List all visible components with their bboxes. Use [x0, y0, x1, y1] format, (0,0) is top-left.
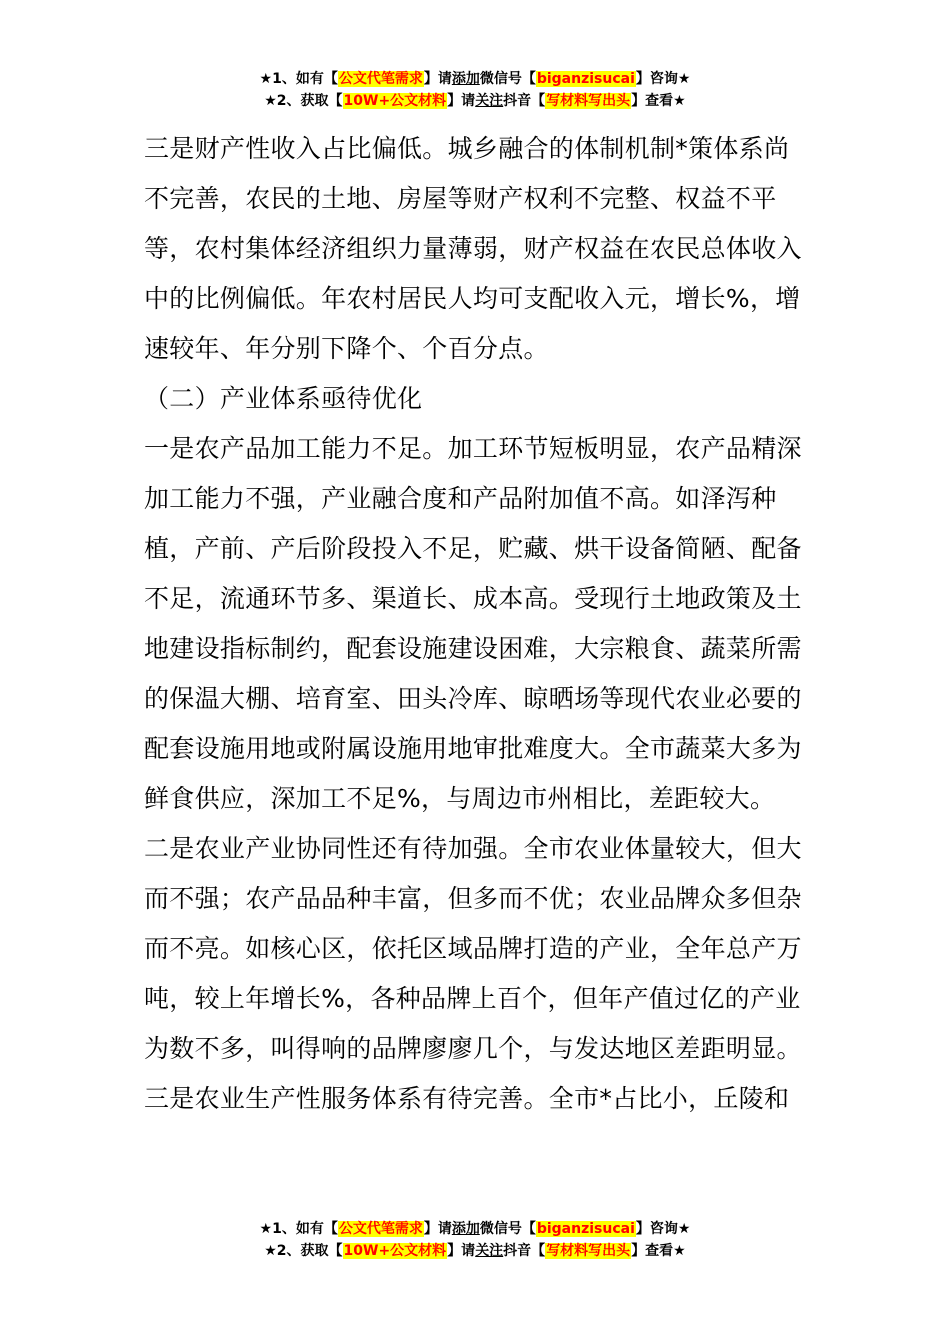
paragraph: 二是农业产业协同性还有待加强。全市农业体量较大，但大而不强；农产品品种丰富，但多而不优；农业品牌众多但杂而不亮。如核心区，依托区域品牌打造的产业，全年总产万吨，较上年增长%，各种品牌上百个，但年产值过亿的产业为数不多，叫得响的品牌廖廖几个，与发达地区差距明显。 — [144, 834, 802, 1063]
banner-highlight: 公文代笔需求 — [338, 1221, 423, 1237]
banner-douyin-id: 写材料写出头 — [546, 93, 631, 109]
footer-banner — [0, 1218, 950, 1262]
banner-line-2: ★2、获取【10W+公文材料】请关注抖音【写材料写出头】查看★ — [264, 93, 686, 109]
header-banner — [0, 68, 950, 112]
paragraph: 三是农业生产性服务体系有待完善。全市*占比小，丘陵和 — [144, 1084, 790, 1113]
banner-line-1: ★1、如有【公文代笔需求】请添加微信号【biganzisucai】咨询★ — [259, 71, 691, 87]
banner-line-1: ★1、如有【公文代笔需求】请添加微信号【biganzisucai】咨询★ — [259, 1221, 691, 1237]
section-heading: （二）产业体系亟待优化 — [144, 384, 423, 413]
banner-highlight: 公文代笔需求 — [338, 71, 423, 87]
paragraph: 三是财产性收入占比偏低。城乡融合的体制机制*策体系尚不完善，农民的土地、房屋等财产权利不完整、权益不平等，农村集体经济组织力量薄弱，财产权益在农民总体收入中的比例偏低。年农村居民人均可支配收入元，增长%，增速较年、年分别下降个、个百分点。 — [144, 134, 802, 363]
banner-highlight: 10W+公文材料 — [343, 93, 447, 109]
banner-line-2: ★2、获取【10W+公文材料】请关注抖音【写材料写出头】查看★ — [264, 1243, 686, 1259]
banner-wechat-id: biganzisucai — [536, 1221, 635, 1237]
banner-douyin-id: 写材料写出头 — [546, 1243, 631, 1259]
document-body — [144, 124, 808, 1124]
banner-highlight: 10W+公文材料 — [343, 1243, 447, 1259]
banner-wechat-id: biganzisucai — [536, 71, 635, 87]
paragraph: 一是农产品加工能力不足。加工环节短板明显，农产品精深加工能力不强，产业融合度和产品附加值不高。如泽泻种植，产前、产后阶段投入不足，贮藏、烘干设备简陋、配备不足，流通环节多、渠道长、成本高。受现行土地政策及土地建设指标制约，配套设施建设困难，大宗粮食、蔬菜所需的保温大棚、培育室、田头冷库、晾晒场等现代农业必要的配套设施用地或附属设施用地审批难度大。全市蔬菜大多为鲜食供应，深加工不足%，与周边市州相比，差距较大。 — [144, 434, 802, 813]
